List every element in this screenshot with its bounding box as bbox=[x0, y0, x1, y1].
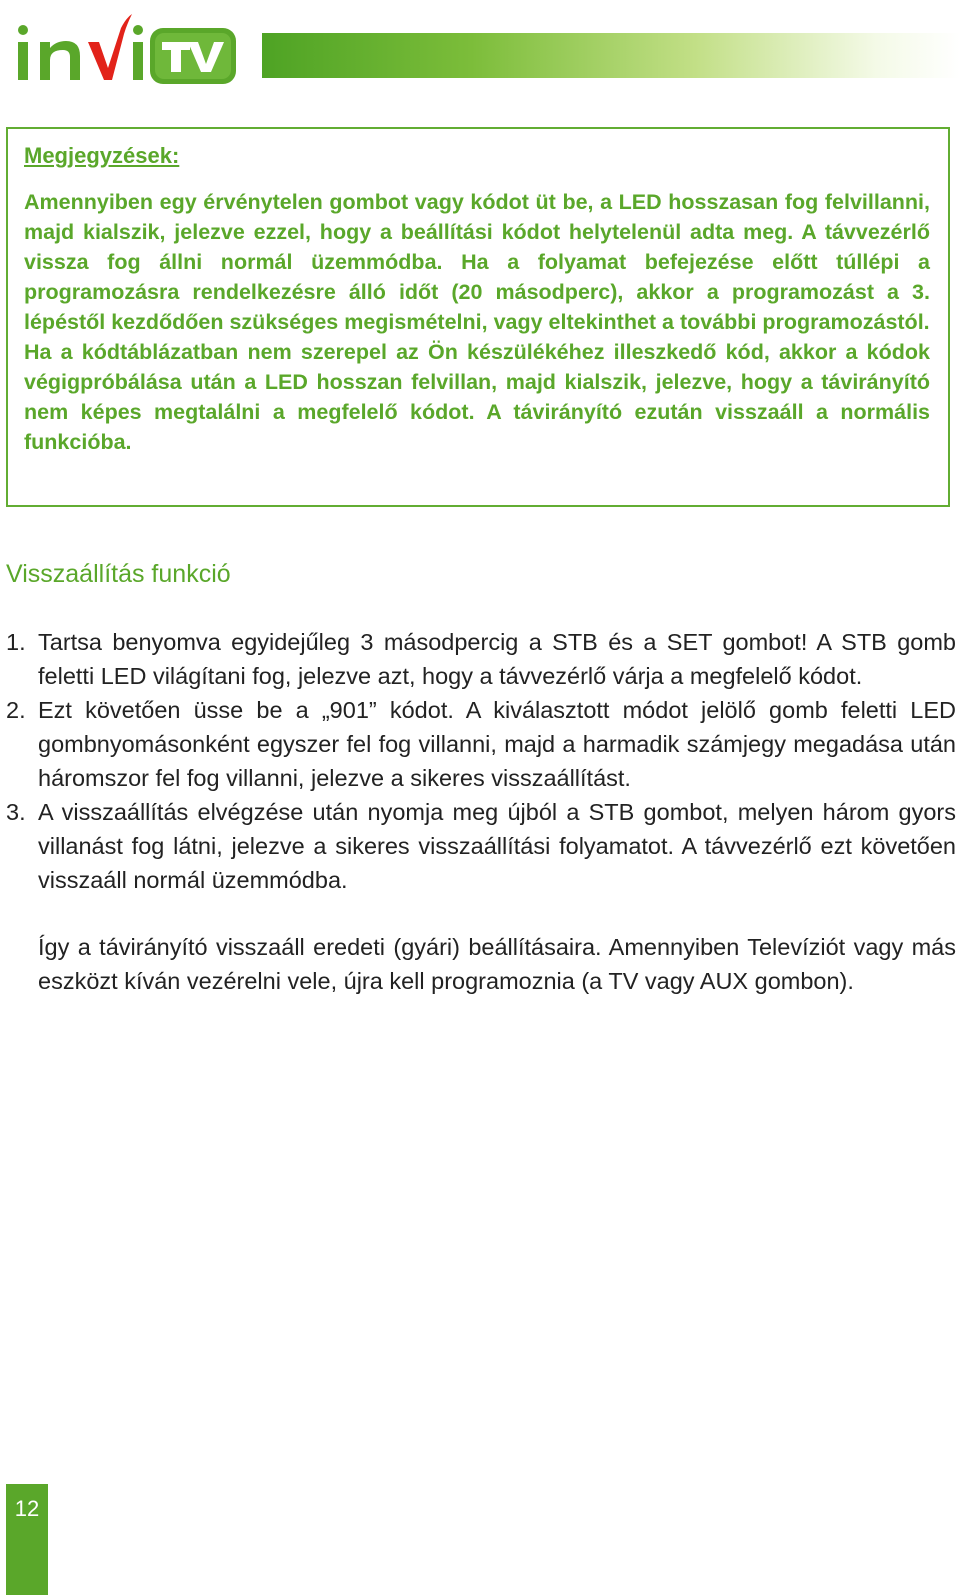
step-item bbox=[6, 693, 956, 795]
step-item bbox=[6, 625, 956, 693]
section-title: Visszaállítás funkció bbox=[6, 560, 231, 588]
closing-paragraph: Így a távirányító visszaáll eredeti (gyári) beállításaira. Amennyiben Televíziót vagy más eszközt kíván vezérelni vele, újra kell programoznia (a TV vagy AUX gombon). bbox=[38, 934, 956, 994]
step-text: Tartsa benyomva egyidejűleg 3 másodpercig a STB és a SET gombot! A STB gomb feletti LED világítani fog, jelezve azt, hogy a távvezérlő várja a megfelelő kódot. bbox=[38, 629, 956, 689]
step-number: 1. bbox=[6, 629, 26, 655]
step-text: A visszaállítás elvégzése után nyomja meg újból a STB gombot, melyen három gyors villanást fog látni, jelezve a sikeres visszaállítási folyamatot. A távvezérlő ezt követően visszaáll normál üzemmódba. bbox=[38, 799, 956, 893]
notes-paragraph-1: Amennyiben egy érvénytelen gombot vagy kódot üt be, a LED hosszasan fog felvillanni, majd kialszik, jelezve ezzel, hogy a beállítási kódot helytelenül adta meg. A távvezérlő vissza fog állni normál üzemmódba. Ha a folyamat befejezése előtt túllépi a programozásra rendelkezésre álló időt (20 másodperc), akkor a programozást a 3. lépéstől kezdődően szükséges megismételni, vagy eltekinthet a további programozástól. bbox=[24, 190, 930, 334]
header-gradient-bar bbox=[262, 33, 960, 78]
invitv-logo bbox=[4, 6, 240, 88]
page-number-tab bbox=[6, 1484, 48, 1595]
notes-paragraph-2: Ha a kódtáblázatban nem szerepel az Ön készülékéhez illeszkedő kód, akkor a kódok végigpróbálása után a LED hosszan felvillan, majd kialszik, jelezve, hogy a távirányító nem képes megtalálni a megfelelő kódot. A távirányító ezután visszaáll a normális funkcióba. bbox=[24, 340, 930, 454]
step-number: 2. bbox=[6, 697, 26, 723]
step-number: 3. bbox=[6, 799, 26, 825]
notes-box bbox=[6, 127, 950, 507]
step-item bbox=[6, 795, 956, 897]
page-number: 12 bbox=[14, 1496, 40, 1521]
notes-title: Megjegyzések: bbox=[24, 143, 180, 168]
step-text: Ezt követően üsse be a „901” kódot. A kiválasztott módot jelölő gomb feletti LED gombnyomásonként egyszer fel fog villanni, majd a harmadik számjegy megadása után háromszor fel fog villanni, jelezve a sikeres visszaállítást. bbox=[38, 697, 956, 791]
steps-list bbox=[6, 625, 956, 897]
